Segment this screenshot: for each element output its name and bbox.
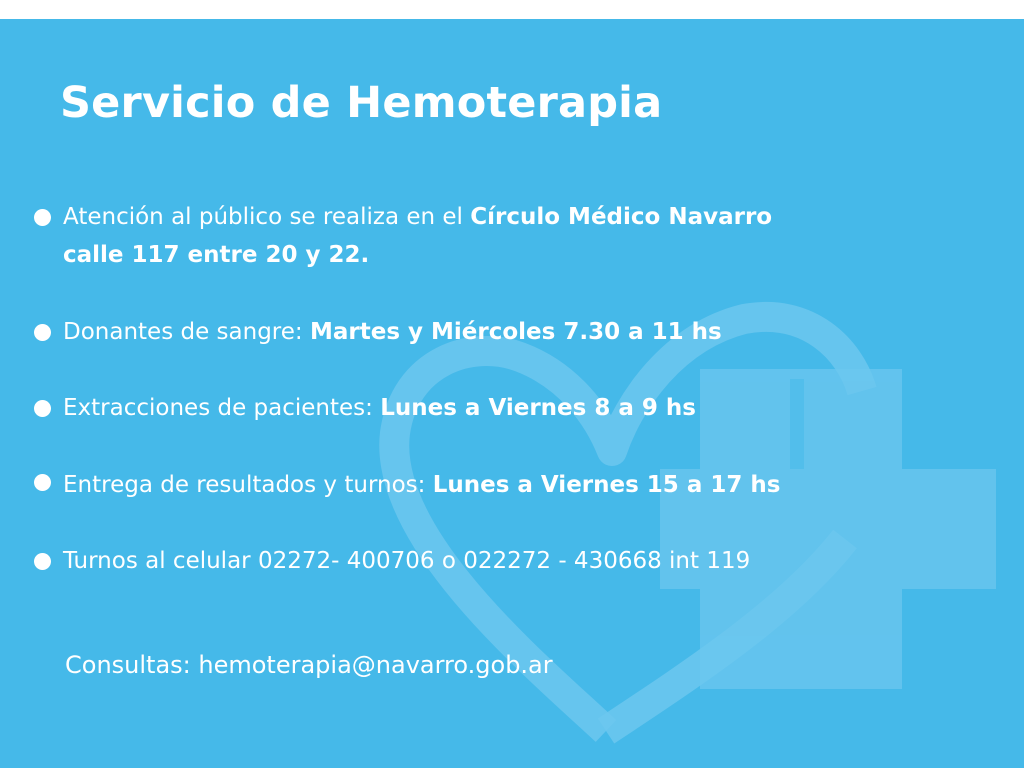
bullet-dot-icon [34,400,51,417]
info-panel [0,19,1024,768]
item-text-line [63,389,696,427]
item-bold-text: Martes y Miércoles 7.30 a 11 hs [309,319,722,345]
item-text-line [63,313,722,351]
bullet-dot-icon [34,553,51,570]
item-bold-text: Círculo Médico Navarro [470,204,773,230]
item-bold-text: calle 117 entre 20 y 22. [63,242,370,268]
item-text-line [63,466,780,504]
item-regular-text: Donantes de sangre: [63,319,310,345]
item-bold-text: Lunes a Viernes 8 a 9 hs [380,395,696,421]
item-regular-text: Atención al público se realiza en el [63,204,471,230]
bullet-dot-icon [34,209,51,226]
cross-cutout [790,379,804,469]
item-text-line [63,198,772,236]
item-bold-text: Lunes a Viernes 15 a 17 hs [432,472,781,498]
page-title: Servicio de Hemoterapia [60,78,663,128]
bullet-dot-icon [34,474,51,491]
bullet-dot-icon [34,324,51,341]
item-text-line [63,236,369,274]
item-regular-text: Entrega de resultados y turnos: [63,472,433,498]
top-band [0,0,1024,19]
item-text-line [63,542,750,580]
item-regular-text: Turnos al celular 02272- 400706 o 022272 - 430668 int 119 [63,548,751,574]
consultas-email-text: Consultas: hemoterapia@navarro.gob.ar [65,651,553,679]
item-regular-text: Extracciones de pacientes: [63,395,381,421]
